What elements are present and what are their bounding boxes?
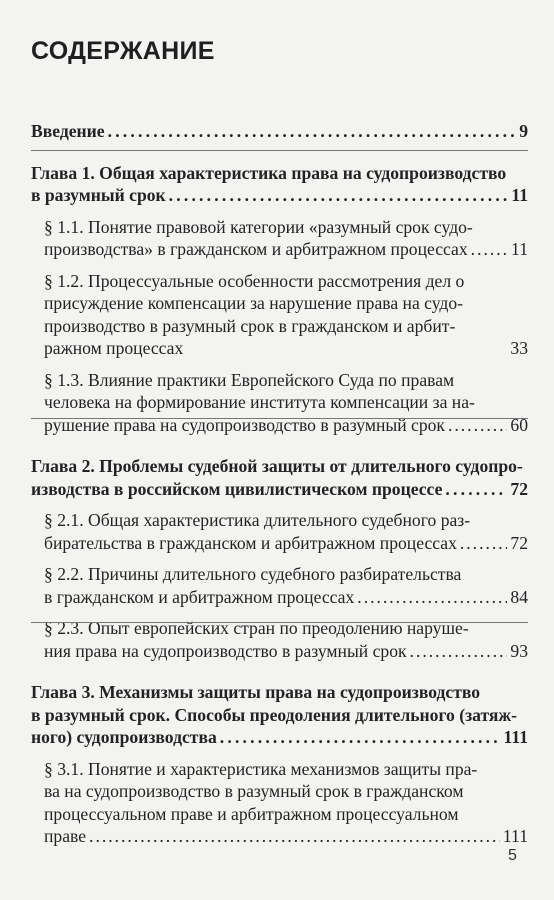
toc-section-2-3[interactable] <box>31 617 528 662</box>
leader-dots <box>108 120 517 143</box>
toc-chapter-line: ного) судопроизводства <box>31 727 217 747</box>
toc-page-number: 33 <box>510 338 528 358</box>
leader-dots <box>445 478 507 501</box>
table-of-contents <box>31 120 528 848</box>
toc-chapter-line: в разумный срок. Способы преодоления длительного (затяж- <box>31 704 518 725</box>
leader-dots <box>410 640 508 663</box>
toc-section-line: человека на формирование института компенсации за на- <box>44 392 475 412</box>
separator-rule <box>31 418 528 419</box>
toc-section-line: § 2.3. Опыт европейских стран по преодолению наруше- <box>44 618 469 638</box>
toc-section-line: ражном процессах <box>44 338 184 358</box>
toc-line <box>31 681 528 704</box>
toc-page-number: 9 <box>519 121 528 141</box>
toc-section-line: производства» в гражданском и арбитражном процессах <box>44 239 468 259</box>
toc-line <box>44 803 528 826</box>
leader-dots <box>448 414 507 437</box>
toc-line <box>31 455 528 478</box>
toc-entry-title: Введение <box>31 121 105 141</box>
toc-line <box>44 825 528 848</box>
toc-line <box>44 532 528 555</box>
toc-section-line: § 2.2. Причины длительного судебного разбирательства <box>44 564 462 584</box>
toc-line <box>31 478 528 501</box>
toc-section-line: в гражданском и арбитражном процессах <box>44 586 355 607</box>
toc-line <box>44 238 528 261</box>
toc-section-line: присуждение компенсации за нарушение права на судо- <box>44 293 464 313</box>
toc-section-line: § 1.3. Влияние практики Европейского Суда по правам <box>44 369 455 390</box>
toc-section-line: бирательства в гражданском и арбитражном процессах <box>44 532 457 553</box>
toc-section-line: рушение права на судопроизводство в разумный срок <box>44 414 445 435</box>
toc-page-number: 72 <box>510 478 528 499</box>
toc-line <box>44 780 528 803</box>
toc-section-2-1[interactable] <box>31 509 528 554</box>
toc-line <box>31 184 528 207</box>
toc-line <box>44 369 528 392</box>
toc-line <box>31 726 528 749</box>
toc-page-number: 111 <box>502 826 528 846</box>
toc-section-1-2[interactable] <box>31 270 528 360</box>
toc-page-number: 72 <box>510 532 528 553</box>
toc-line <box>44 337 528 360</box>
toc-section-line: ва на судопроизводство в разумный срок в гражданском <box>44 781 464 801</box>
leader-dots <box>169 184 509 207</box>
toc-section-line: ния права на судопроизводство в разумный срок <box>44 640 407 661</box>
toc-section-line: § 1.1. Понятие правовой категории «разумный срок судо- <box>44 216 473 237</box>
toc-page-number: 111 <box>503 727 528 747</box>
toc-section-1-1[interactable] <box>31 216 528 261</box>
toc-section-line: § 2.1. Общая характеристика длительного судебного раз- <box>44 510 471 530</box>
toc-chapter-line: изводства в российском цивилистическом процессе <box>31 478 443 499</box>
leader-dots <box>357 586 507 609</box>
toc-line <box>31 162 528 185</box>
toc-line <box>44 617 528 640</box>
toc-section-1-3[interactable] <box>31 369 528 437</box>
toc-line <box>44 758 528 781</box>
toc-chapter-line: Глава 2. Проблемы судебной защиты от длительного судопро- <box>31 456 523 476</box>
toc-page-number: 93 <box>510 640 528 661</box>
toc-line <box>44 586 528 609</box>
toc-page-number: 84 <box>510 586 528 607</box>
toc-line <box>44 414 528 437</box>
toc-line <box>44 270 528 293</box>
toc-section-line: процессуальном праве и арбитражном процессуальном <box>44 803 459 824</box>
separator-rule <box>31 622 528 623</box>
page-number: 5 <box>508 847 517 864</box>
toc-line <box>44 509 528 532</box>
toc-page-number: 11 <box>511 185 528 205</box>
toc-line <box>44 391 528 414</box>
toc-section-line: § 3.1. Понятие и характеристика механизмов защиты пра- <box>44 758 478 779</box>
toc-chapter-2[interactable] <box>31 455 528 500</box>
toc-line <box>44 640 528 663</box>
toc-chapter-3[interactable] <box>31 681 528 749</box>
leader-dots <box>89 825 500 848</box>
toc-heading: СОДЕРЖАНИЕ <box>31 37 215 65</box>
toc-line <box>44 216 528 239</box>
toc-line <box>31 120 528 143</box>
toc-section-line: § 1.2. Процессуальные особенности рассмотрения дел о <box>44 270 465 291</box>
toc-line <box>44 292 528 315</box>
toc-chapter-line: Глава 3. Механизмы защиты права на судопроизводство <box>31 682 481 702</box>
toc-line <box>44 315 528 338</box>
toc-line <box>31 704 528 727</box>
leader-dots <box>460 532 508 555</box>
toc-entry-intro[interactable] <box>31 120 528 143</box>
toc-chapter-1[interactable] <box>31 162 528 207</box>
leader-dots <box>471 238 508 261</box>
leader-dots <box>220 726 501 749</box>
toc-section-line: праве <box>44 826 87 846</box>
separator-rule <box>31 150 528 151</box>
toc-page-number: 60 <box>510 414 528 435</box>
toc-page-number: 11 <box>511 239 528 259</box>
toc-section-3-1[interactable] <box>31 758 528 848</box>
toc-chapter-line: Глава 1. Общая характеристика права на судопроизводство <box>31 162 507 183</box>
toc-section-2-2[interactable] <box>31 563 528 608</box>
toc-section-line: производство в разумный срок в гражданском и арбит- <box>44 315 456 336</box>
toc-chapter-line: в разумный срок <box>31 185 166 205</box>
toc-line <box>44 563 528 586</box>
